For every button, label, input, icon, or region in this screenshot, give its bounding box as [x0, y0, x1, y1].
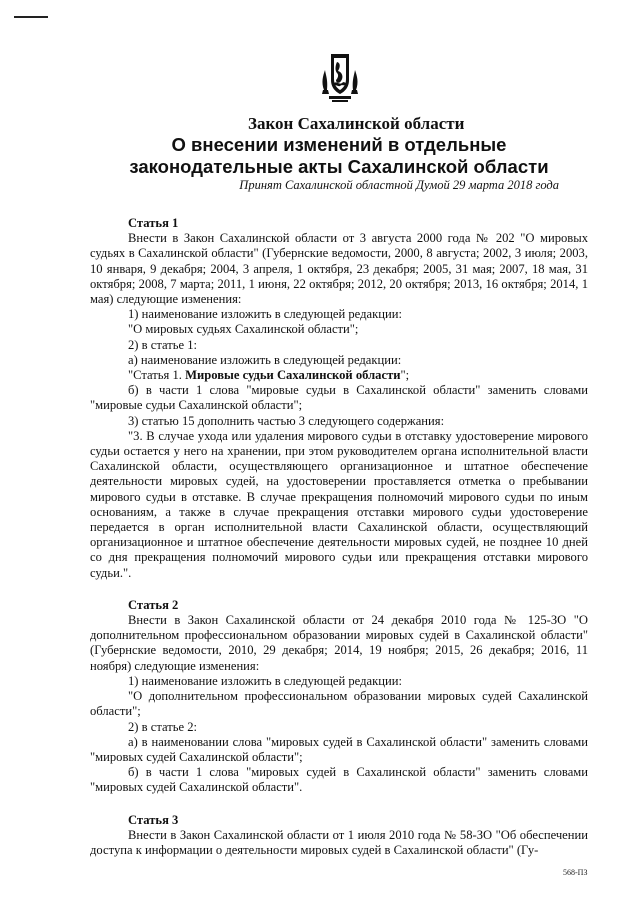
paragraph: а) наименование изложить в следующей редакции: — [128, 352, 402, 367]
paragraph: "О дополнительном профессиональном образовании мировых судей Сахалинской области"; — [90, 689, 588, 719]
article-heading: Статья 2 — [128, 597, 179, 612]
paragraph: б) в части 1 слова "мировых судей в Сахалинской области" заменить словами "мировых судей Сахалинской области". — [90, 765, 588, 795]
law-subject-line-2: законодательные акты Сахалинской области — [129, 156, 549, 177]
paragraph: 1) наименование изложить в следующей редакции: — [128, 673, 402, 688]
law-title: Закон Сахалинской области — [248, 114, 465, 133]
paragraph: 2) в статье 2: — [128, 719, 198, 734]
corner-mark — [14, 16, 48, 18]
article-3 — [90, 813, 588, 859]
paragraph: 2) в статье 1: — [128, 337, 198, 352]
document-code: 568-ПЗ — [563, 868, 588, 877]
document-body — [90, 216, 588, 875]
law-subject-line-1: О внесении изменений в отдельные — [171, 134, 507, 155]
paragraph: 3) статью 15 дополнить частью 3 следующего содержания: — [128, 413, 445, 428]
text-run: "Статья 1. — [128, 368, 186, 383]
adoption-note: Принят Сахалинской областной Думой 29 марта 2018 года — [239, 178, 559, 192]
article-heading: Статья 1 — [128, 216, 179, 230]
coat-of-arms-icon — [318, 50, 362, 104]
article-2 — [90, 598, 588, 796]
paragraph: "3. В случае ухода или удаления мирового судьи в отставку удостоверение мирового судьи остается у него на хранении, при этом руководителем органа исполнительной власти Сахалинской области, осуществляющего организационное и штатное обеспечение деятельности мировых судей, на удостоверении проставляется отметка о пребывании мирового судьи в отставке. В случае прекращения полномочий мирового судьи по иным основаниям, а также в случае прекращения отставки мирового судьи удостоверение передается в орган исполнительной власти Сахалинской области, осуществляющий организационное и штатное обеспечение деятельности мировых судей, не позднее 10 дней со дня прекращения полномочий мирового судьи или прекращения отставки мирового судьи.". — [90, 428, 588, 580]
paragraph: Внести в Закон Сахалинской области от 3 августа 2000 года № 202 "О мировых судьях в Сахалинской области" (Губернские ведомости, 2000, 8 августа; 2002, 3 июля; 2003, 10 января, 9 декабря; 2004, 3 апреля, 1 октября, 23 декабря; 2005, 31 мая; 2007, 18 мая, 31 октября; 2008, 7 марта; 2011, 1 июня, 22 октября; 2012, 20 октября; 2013, 16 октября; 2014, 1 мая) следующие изменения: — [90, 231, 588, 307]
paragraph: б) в части 1 слова "мировые судьи в Сахалинской области" заменить словами "мировые судьи Сахалинской области"; — [90, 383, 588, 413]
paragraph: 1) наименование изложить в следующей редакции: — [128, 307, 402, 322]
paragraph — [90, 368, 588, 383]
bold-text-run: Мировые судьи Сахалинской области — [185, 368, 401, 383]
paragraph: а) в наименовании слова "мировых судей в Сахалинской области" заменить словами "мировых судей Сахалинской области"; — [90, 734, 588, 764]
paragraph: Внести в Закон Сахалинской области от 1 июля 2010 года № 58-ЗО "Об обеспечении доступа к информации о деятельности мировых судей в Сахалинской области" (Гу- — [90, 827, 588, 857]
paragraph: "О мировых судьях Сахалинской области"; — [128, 322, 359, 337]
article-heading: Статья 3 — [128, 812, 179, 827]
paragraph: Внести в Закон Сахалинской области от 24 декабря 2010 года № 125-ЗО "О дополнительном профессиональном образовании мировых судей в Сахалинской области" (Губернские ведомости, 2010, 29 декабря; 2014, 19 ноября; 2015, 26 декабря; 2016, 11 ноября) следующие изменения: — [90, 613, 588, 673]
text-run: "; — [400, 368, 410, 383]
article-1 — [90, 216, 588, 581]
